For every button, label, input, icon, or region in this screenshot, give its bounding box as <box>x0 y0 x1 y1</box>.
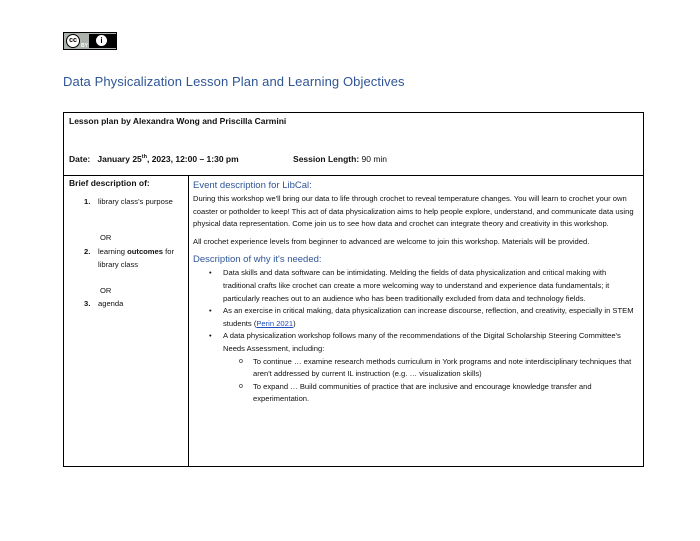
person-icon: i <box>96 35 107 46</box>
session-length-label: Session Length: <box>293 154 360 164</box>
needs-assessment-sublist <box>223 356 639 406</box>
list-item: o To continue … examine research methods curriculum in York programs and note interdisciplinary techniques that aren't addressed by current IL instruction (e.g. … visualization skills) <box>253 356 639 381</box>
brief-description-title: Brief description of: <box>69 178 150 188</box>
date-value: January 25th, 2023, 12:00 – 1:30 pm <box>97 154 239 164</box>
perin-2021-link[interactable]: Perin 2021 <box>256 318 294 328</box>
date-line <box>69 154 387 164</box>
event-description-heading: Event description for LibCal: <box>193 180 312 191</box>
lesson-plan-table <box>63 112 644 467</box>
table-header-row <box>64 113 643 176</box>
list-item: • As an exercise in critical making, data physicalization can increase discourse, reflection, and creativity, especially in STEM students (Perin 2021) <box>223 305 639 330</box>
list-item: 1. library class's purpose <box>84 197 173 206</box>
plan-authors: Lesson plan by Alexandra Wong and Priscilla Carmini <box>69 116 287 126</box>
why-needed-heading: Description of why it's needed: <box>193 254 322 266</box>
table-body-row <box>64 176 643 466</box>
why-needed-list <box>193 267 639 406</box>
or-separator: OR <box>100 286 112 295</box>
date-label: Date: <box>69 154 91 164</box>
session-length-value: 90 min <box>359 154 388 164</box>
description-cell <box>189 176 643 466</box>
experience-level-paragraph: All crochet experience levels from beginner to advanced are welcome to join this workshop. Materials will be provided. <box>193 236 590 246</box>
by-attribution-icon <box>89 34 116 48</box>
list-item: • A data physicalization workshop follows many of the recommendations of the Digital Scholarship Steering Committee's Needs Assessment, including: o To continue … examine research methods curriculum in York programs and note interdisciplinary techniques that aren't addressed by current IL instruction (e.g. … visualization skills) o To expand … Build communities of practice that are inclusive and encourage knowledge transfer and experimentation. <box>223 330 639 406</box>
cc-icon: cc <box>66 34 80 48</box>
document-title: Data Physicalization Lesson Plan and Learning Objectives <box>63 74 405 89</box>
by-label: BY <box>81 43 88 49</box>
list-item: 2. learning outcomes for library class <box>84 247 174 269</box>
brief-description-cell <box>64 176 189 466</box>
event-description-paragraph: During this workshop we'll bring our data to life through crochet to reveal temperature changes. You will learn to crochet your own coaster or potholder to keep! This act of data physicalization aims to help people explore, understand, and communicate data using physical data representation. Come join us to see how data and crochet can integrate theory and creativity in this workshop. <box>193 194 634 229</box>
list-item: • Data skills and data software can be intimidating. Melding the fields of data physicalization and critical making with traditional crafts like crochet can create a more welcoming way to understand and experience data fundamentals; it particularly reaches out to an audience who has been traditionally excluded from data and technology fields. <box>223 267 639 305</box>
list-item: o To expand … Build communities of practice that are inclusive and encourage knowledge transfer and experimentation. <box>253 381 639 406</box>
or-separator: OR <box>100 233 112 242</box>
list-item: 3. agenda <box>84 299 124 308</box>
cc-by-license-icon <box>63 32 117 50</box>
